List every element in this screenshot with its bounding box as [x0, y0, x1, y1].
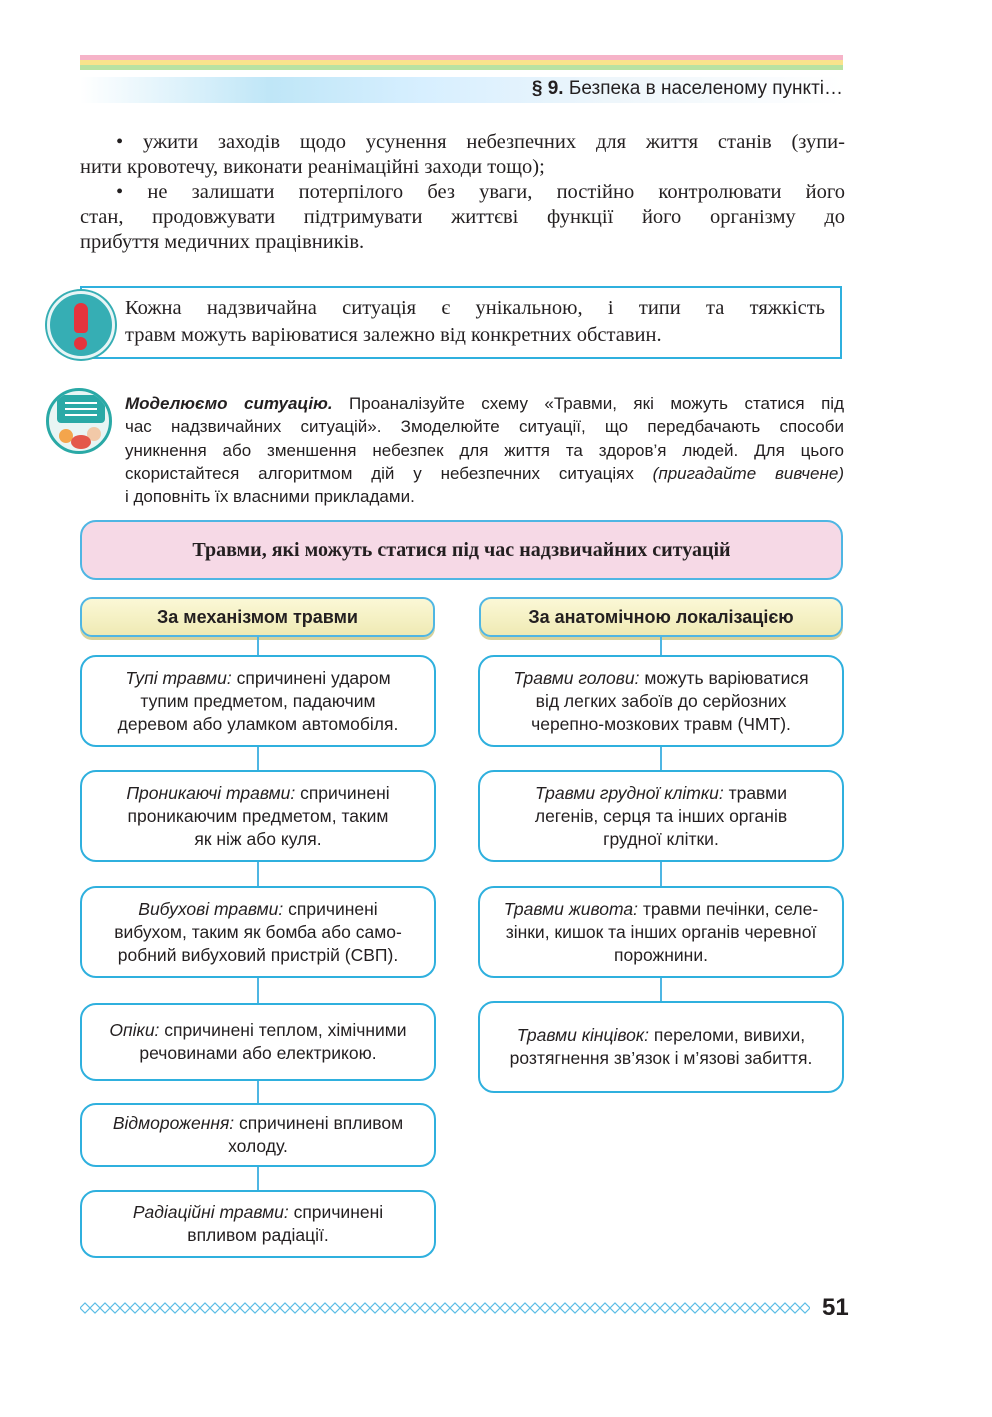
footer-ornament	[80, 1300, 810, 1316]
node-text: порожнини.	[614, 944, 708, 965]
discussion-icon	[46, 388, 112, 454]
node-text: травми	[723, 782, 787, 803]
node-text: травми печінки, селе-	[637, 898, 819, 919]
modelling-line4-italic: (пригадайте вивчене)	[652, 463, 844, 483]
node-text: впливом радіації.	[187, 1225, 329, 1245]
scheme-node-head	[478, 655, 844, 747]
node-text: легенів, серця та інших органів	[534, 805, 788, 826]
scheme-node-explosive	[80, 886, 436, 978]
node-term: Вибухові травми:	[138, 898, 284, 919]
node-text: розтягнення зв’язок і м’язові забиття.	[509, 1048, 813, 1068]
bullet1-line1: • ужити заходів щодо усунення небезпечних для життя станів (зупи-	[116, 131, 845, 153]
node-text: від легких забоїв до серйозних	[535, 690, 787, 711]
bullet2-line3: прибуття медичних працівників.	[80, 231, 365, 253]
scheme-node-penetrating	[80, 770, 436, 862]
node-term: Травми грудної клітки:	[535, 782, 724, 803]
warning-line2: травм можуть варіюватися залежно від конкретних обставин.	[125, 324, 662, 346]
bullet2-line1: • не залишати потерпілого без уваги, постійно контролювати його	[116, 181, 845, 203]
scheme-node-frostbite	[80, 1103, 436, 1167]
node-text: холоду.	[228, 1136, 288, 1156]
scheme-node-radiation	[80, 1190, 436, 1258]
node-term: Проникаючі травми:	[126, 782, 296, 803]
warning-line1: Кожна надзвичайна ситуація є унікальною, і типи та тяжкість	[125, 297, 825, 319]
node-text: спричинені	[295, 782, 390, 803]
node-text: тупим предметом, падаючим	[140, 690, 376, 711]
node-text: спричинені	[288, 1202, 384, 1222]
page-number: 51	[822, 1294, 849, 1321]
bullet2-line2: стан, продовжувати підтримувати життєві функції його організму до	[80, 206, 845, 228]
node-text: грудної клітки.	[603, 828, 719, 849]
scheme-node-limbs	[478, 1001, 844, 1093]
scheme-node-burns	[80, 1003, 436, 1081]
header-stripes	[80, 55, 843, 70]
node-term: Відмороження:	[112, 1113, 235, 1133]
node-text: вибухом, таким як бомба або само-	[114, 921, 402, 942]
section-title: Безпека в населеному пункті…	[568, 78, 843, 99]
running-header	[532, 78, 843, 100]
node-term: Опіки:	[109, 1020, 160, 1040]
node-term: Тупі травми:	[125, 667, 232, 688]
modelling-line5: і доповніть їх власними прикладами.	[125, 487, 415, 507]
node-text: спричинені	[283, 898, 378, 919]
modelling-line4-plain: скористайтеся алгоритмом дій у небезпечних ситуаціях	[125, 463, 653, 483]
scheme-title: Травми, які можуть статися під час надзвичайних ситуацій	[80, 520, 843, 580]
modelling-line2: час надзвичайних ситуацій». Змоделюйте ситуації, що передбачають способи	[125, 417, 844, 437]
node-text: як ніж або куля.	[194, 828, 322, 849]
modelling-text	[125, 392, 844, 508]
node-text: деревом або уламком автомобіля.	[117, 713, 399, 734]
node-text: спричинені теплом, хімічними	[159, 1020, 407, 1040]
modelling-line1	[125, 392, 844, 415]
node-text: черепно-мозкових травм (ЧМТ).	[531, 713, 791, 734]
modelling-line1-rest: Проаналізуйте схему «Травми, які можуть статися під	[332, 394, 844, 413]
node-text: речовинами або електрикою.	[139, 1043, 377, 1063]
scheme-node-abdomen	[478, 886, 844, 978]
node-text: можуть варіюватися	[639, 667, 809, 688]
node-text: робний вибуховий пристрій (СВП).	[117, 944, 399, 965]
modelling-lead: Моделюємо ситуацію.	[125, 394, 333, 413]
scheme-node-chest	[478, 770, 844, 862]
node-term: Радіаційні травми:	[132, 1202, 289, 1222]
node-text: проникаючим предметом, таким	[127, 805, 389, 826]
modelling-line3: уникнення або зменшення небезпек для життя та здоров’я людей. Для цього	[125, 440, 844, 460]
left-category-header: За механізмом травми	[80, 597, 435, 637]
node-term: Травми кінцівок:	[516, 1025, 649, 1045]
intro-bullets	[80, 130, 845, 255]
node-term: Травми живота:	[503, 898, 638, 919]
node-text: спричинені впливом	[234, 1113, 404, 1133]
scheme-node-blunt	[80, 655, 436, 747]
section-number: § 9.	[531, 78, 564, 99]
warning-text	[125, 295, 825, 349]
node-text: зінки, кишок та інших органів черевної	[505, 921, 817, 942]
right-category-header: За анатомічною локалізацією	[479, 597, 843, 637]
exclamation-icon	[47, 291, 115, 359]
modelling-line4	[125, 462, 844, 485]
node-term: Травми голови:	[513, 667, 640, 688]
bullet1-line2: нити кровотечу, виконати реанімаційні заходи тощо);	[80, 156, 545, 178]
node-text: переломи, вивихи,	[649, 1025, 806, 1045]
node-text: спричинені ударом	[231, 667, 391, 688]
